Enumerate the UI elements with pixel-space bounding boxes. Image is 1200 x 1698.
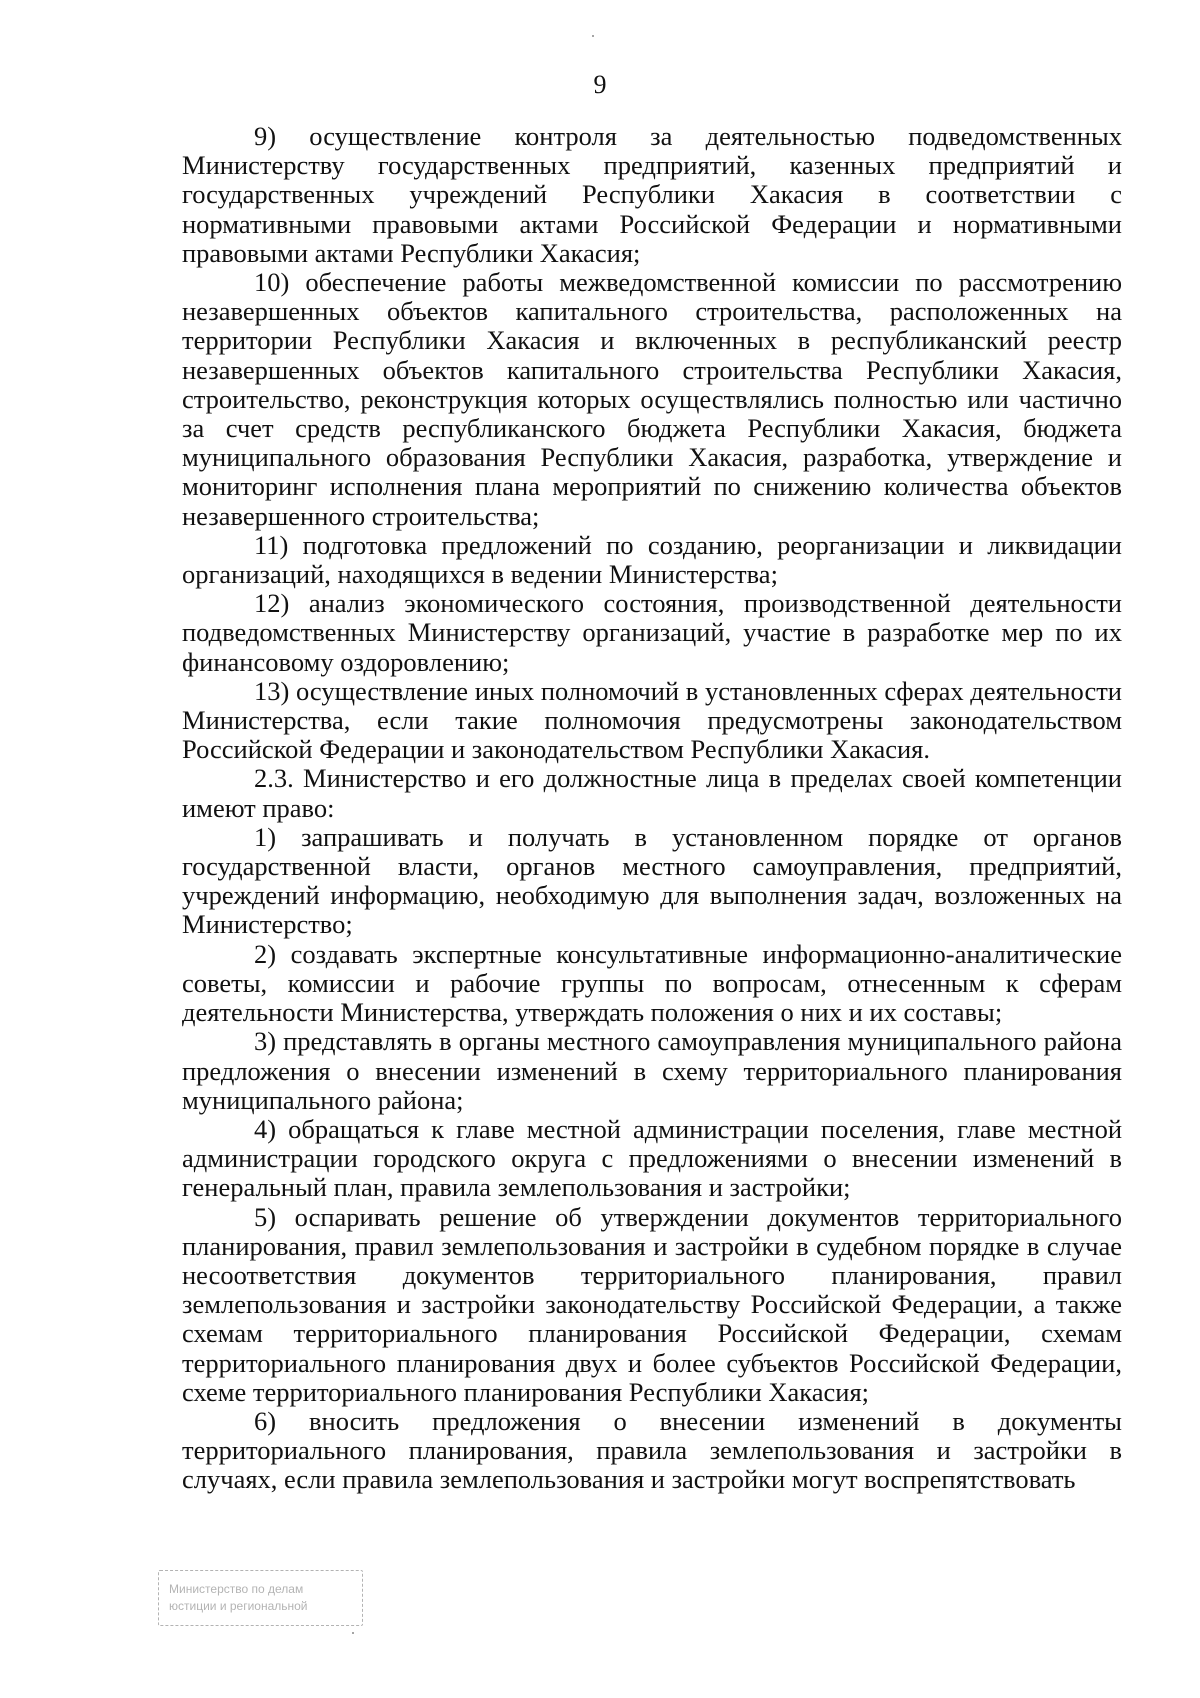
paragraph-right-4: 4) обращаться к главе местной администрации поселения, главе местной администрации городского округа с предложениями о внесении изменений в генеральный план, правила землепользования и застройки; bbox=[182, 1113, 1122, 1203]
paragraph-right-1: 1) запрашивать и получать в установленном порядке от органов государственной власти, органов местного самоуправления, предприятий, учреждений информацию, необходимую для выполнения задач, возложенных на Министерство; bbox=[182, 821, 1122, 940]
paragraph-item-11: 11) подготовка предложений по созданию, реорганизации и ликвидации организаций, находящихся в ведении Министерства; bbox=[182, 529, 1122, 590]
paragraph-right-5: 5) оспаривать решение об утверждении документов территориального планирования, правил землепользования и застройки в судебном порядке в случае несоответствия документов территориального планирования, правил землепользования и застройки законодательству Российской Федерации, а также схемам территориального планирования Российской Федерации, схемам территориального планирования двух и более субъектов Российской Федерации, схеме территориального планирования Республики Хакасия; bbox=[182, 1201, 1122, 1407]
paragraph-section-2-3: 2.3. Министерство и его должностные лица в пределах своей компетенции имеют право: bbox=[182, 763, 1122, 823]
scan-speck bbox=[592, 35, 594, 37]
paragraph-item-12: 12) анализ экономического состояния, производственной деятельности подведомственных Министерству организаций, участие в разработке мер по их финансовому оздоровлению; bbox=[182, 588, 1122, 677]
registration-stamp bbox=[158, 1570, 363, 1626]
scan-speck bbox=[352, 1632, 354, 1634]
stamp-line-2: юстиции и региональной bbox=[169, 1599, 308, 1613]
paragraph-item-9: 9) осуществление контроля за деятельностью подведомственных Министерству государственных предприятий, казенных предприятий и государственных учреждений Республики Хакасия в соответствии с нормативными правовыми актами Российской Федерации и нормативными правовыми актами Республики Хакасия; bbox=[182, 121, 1122, 268]
paragraph-right-2: 2) создавать экспертные консультативные информационно-аналитические советы, комиссии и рабочие группы по вопросам, отнесенным к сферам деятельности Министерства, утверждать положения о них и их составы; bbox=[182, 938, 1122, 1028]
paragraph-right-6: 6) вносить предложения о внесении изменений в документы территориального планирования, правила землепользования и застройки в случаях, если правила землепользования и застройки могут воспрепятствовать bbox=[182, 1405, 1122, 1495]
paragraph-item-10: 10) обеспечение работы межведомственной комиссии по рассмотрению незавершенных объектов капитального строительства, расположенных на территории Республики Хакасия и включенных в республиканский реестр незавершенных объектов капитального строительства Республики Хакасия, строительство, реконструкция которых осуществлялись полностью или частично за счет средств республиканского бюджета Республики Хакасия, бюджета муниципального образования Республики Хакасия, разработка, утверждение и мониторинг исполнения плана мероприятий по снижению количества объектов незавершенного строительства; bbox=[182, 267, 1122, 531]
stamp-line-1: Министерство по делам bbox=[169, 1582, 304, 1596]
document-body bbox=[182, 122, 1122, 1495]
paragraph-item-13: 13) осуществление иных полномочий в установленных сферах деятельности Министерства, если такие полномочия предусмотрены законодательством Российской Федерации и законодательством Республики Хакасия. bbox=[182, 675, 1122, 765]
paragraph-right-3: 3) представлять в органы местного самоуправления муниципального района предложения о внесении изменений в схему территориального планирования муниципального района; bbox=[182, 1026, 1122, 1115]
page-number: 9 bbox=[593, 70, 607, 99]
